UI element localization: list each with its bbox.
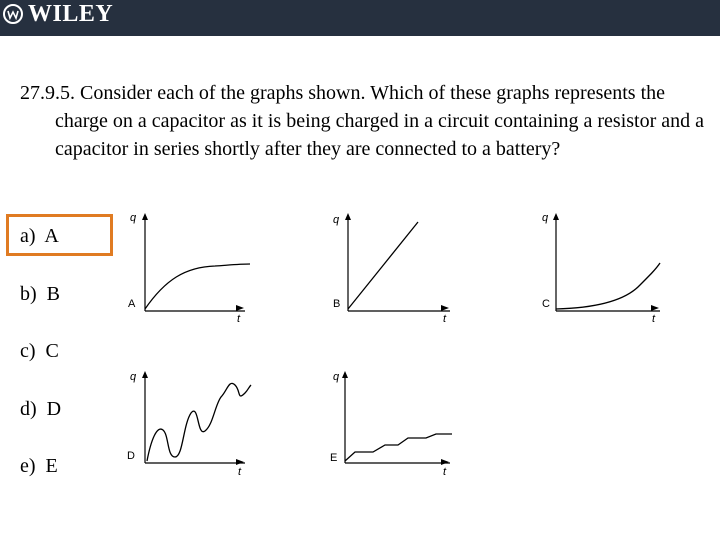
question-paragraph: 27.9.5. Consider each of the graphs shown. Which of these graphs represents the charge on a capacitor as it is being charged in a circuit containing a resistor and a capacitor in series shortly after they are connected to a battery? xyxy=(20,82,705,160)
graph-d-id-label: D xyxy=(127,450,135,462)
graph-d-x-label: t xyxy=(238,466,242,478)
graph-d-x-arrow xyxy=(236,459,244,465)
graph-d xyxy=(125,365,255,480)
graph-b-x-label: t xyxy=(443,313,447,325)
graph-c-y-arrow xyxy=(553,213,559,220)
question-text xyxy=(20,79,710,163)
graph-b-id-label: B xyxy=(333,298,341,310)
graph-a xyxy=(125,205,255,325)
graph-e-x-label: t xyxy=(443,466,447,478)
graph-d-curve xyxy=(147,383,251,461)
graph-c-x-arrow xyxy=(651,305,659,311)
graph-b xyxy=(330,205,460,325)
graph-a-curve xyxy=(145,264,250,309)
graph-a-id-label: A xyxy=(128,298,136,310)
option-a[interactable]: a) A xyxy=(20,225,59,247)
graph-b-x-arrow xyxy=(441,305,449,311)
graph-b-y-arrow xyxy=(345,213,351,220)
graph-e-curve xyxy=(345,434,452,461)
graph-c-id-label: C xyxy=(542,298,550,310)
logo-text: WILEY xyxy=(28,0,114,27)
graph-e xyxy=(330,365,460,480)
graph-c xyxy=(540,205,670,325)
wiley-logo xyxy=(2,0,113,28)
header-bar xyxy=(0,0,720,36)
wiley-emblem-icon xyxy=(2,3,24,25)
graph-e-x-arrow xyxy=(441,459,449,465)
graph-d-y-label: q xyxy=(130,371,137,383)
option-e[interactable]: e) E xyxy=(20,455,58,477)
graph-d-y-arrow xyxy=(142,371,148,378)
graph-c-y-label: q xyxy=(542,212,549,224)
graph-a-y-arrow xyxy=(142,213,148,220)
graph-a-x-arrow xyxy=(236,305,244,311)
graph-e-y-arrow xyxy=(342,371,348,378)
graph-b-y-label: q xyxy=(333,214,340,226)
option-d[interactable]: d) D xyxy=(20,398,62,420)
option-c[interactable]: c) C xyxy=(20,340,59,362)
graph-b-curve xyxy=(348,222,418,309)
graph-e-y-label: q xyxy=(333,371,340,383)
graph-a-y-label: q xyxy=(130,212,137,224)
graph-c-curve xyxy=(556,263,660,309)
graph-a-x-label: t xyxy=(237,313,241,325)
option-b[interactable]: b) B xyxy=(20,283,60,305)
graph-c-x-label: t xyxy=(652,313,656,325)
graph-e-id-label: E xyxy=(330,452,338,464)
